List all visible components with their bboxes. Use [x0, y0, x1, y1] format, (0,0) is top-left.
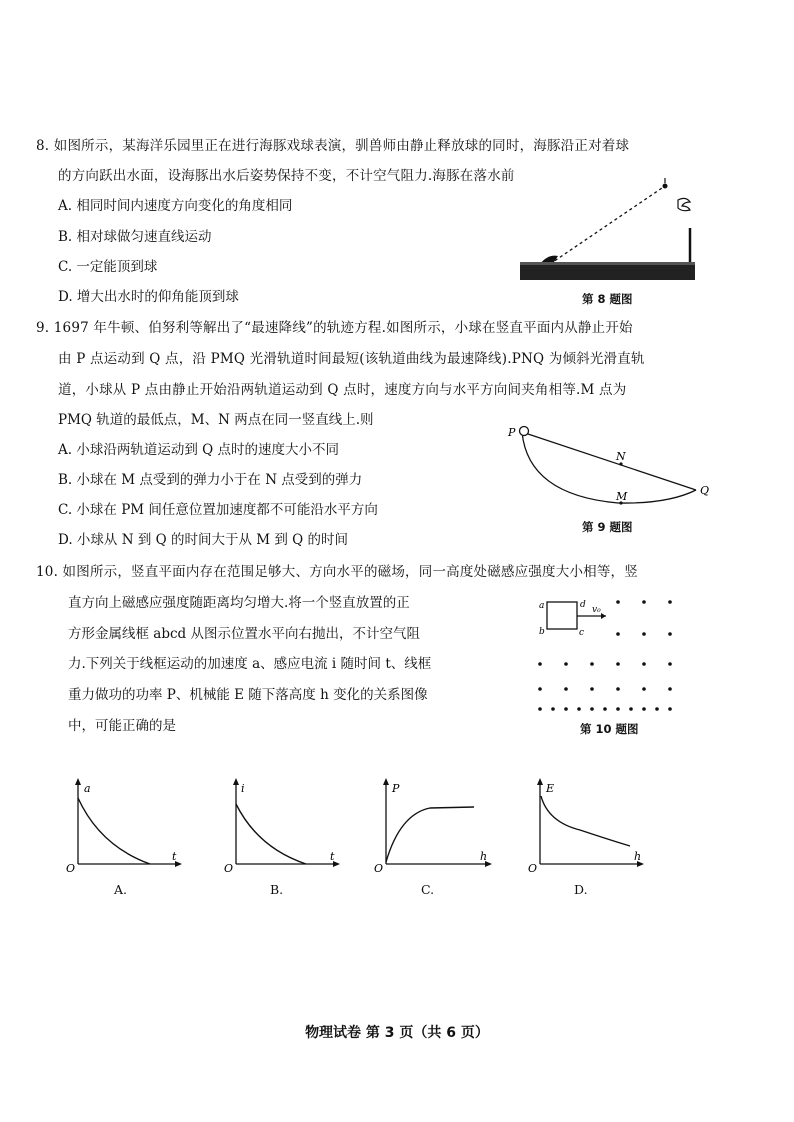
field-dot	[642, 687, 646, 691]
q8-option-d: D. 增大出水时的仰角能顶到球	[58, 289, 239, 305]
q9-figure	[508, 420, 718, 520]
field-dot	[629, 707, 633, 711]
graph-d-option: D.	[574, 882, 588, 897]
field-dot	[668, 687, 672, 691]
field-dot	[668, 632, 672, 636]
q9-option-b: B. 小球在 M 点受到的弹力小于在 N 点受到的弹力	[58, 472, 363, 488]
label-a: a	[539, 601, 545, 611]
q8-figure	[520, 178, 720, 288]
magnetic-field-dots	[538, 600, 672, 711]
graph-c-option: C.	[421, 882, 435, 897]
field-dot	[616, 707, 620, 711]
label-d: d	[580, 600, 586, 610]
q9-option-a: A. 小球沿两轨道运动到 Q 点时的速度大小不同	[58, 442, 339, 458]
label-q: Q	[700, 484, 710, 497]
graph-b-xlabel: t	[330, 850, 335, 863]
field-dot	[577, 707, 581, 711]
q8-option-a: A. 相同时间内速度方向变化的角度相同	[58, 198, 293, 214]
q9-line1: 9. 1697 年牛顿、伯努利等解出了“最速降线”的轨迹方程.如图所示，小球在竖直平面内从静止开始	[36, 320, 633, 336]
graph-a-ylabel: a	[84, 782, 91, 795]
field-dot	[642, 600, 646, 604]
field-dot	[538, 707, 542, 711]
field-dot	[616, 600, 620, 604]
graph-d-ylabel: E	[546, 782, 555, 795]
graph-c	[374, 778, 492, 875]
q9-option-c: C. 小球在 PM 间任意位置加速度都不可能沿水平方向	[58, 502, 378, 518]
q10-line2: 直方向上磁感应强度随距离均匀增大.将一个竖直放置的正	[68, 595, 410, 611]
field-dot	[603, 707, 607, 711]
graph-a	[66, 778, 182, 875]
q10-line4: 力.下列关于线框运动的加速度 a、感应电流 i 随时间 t、线框	[68, 656, 432, 672]
q10-answer-graphs	[60, 774, 740, 874]
field-dot	[642, 632, 646, 636]
field-dot	[642, 662, 646, 666]
q10-line3: 方形金属线框 abcd 从图示位置水平向右抛出，不计空气阻	[68, 626, 420, 642]
field-dot	[616, 662, 620, 666]
graph-d	[528, 778, 644, 875]
field-dot	[616, 632, 620, 636]
field-dot	[668, 707, 672, 711]
q8-option-b: B. 相对球做匀速直线运动	[58, 229, 212, 245]
q8-line2: 的方向跃出水面，设海豚出水后姿势保持不变，不计空气阻力.海豚在落水前	[58, 168, 515, 184]
q9-line4: PMQ 轨道的最低点，M、N 两点在同一竖直线上.则	[58, 412, 374, 428]
graph-c-ylabel: P	[392, 782, 400, 795]
q9-figure-caption: 第 9 题图	[582, 520, 633, 534]
q10-line5: 重力做功的功率 P、机械能 E 随下落高度 h 变化的关系图像	[68, 687, 428, 703]
field-dot	[564, 707, 568, 711]
graph-c-origin: O	[374, 862, 384, 875]
q10-figure-caption: 第 10 题图	[580, 722, 639, 736]
q10-line6: 中，可能正确的是	[68, 718, 176, 734]
field-dot	[642, 707, 646, 711]
label-v0: v₀	[592, 605, 601, 615]
field-dot	[538, 662, 542, 666]
label-m: M	[616, 490, 628, 503]
graph-d-origin: O	[528, 862, 538, 875]
q9-option-d: D. 小球从 N 到 Q 的时间大于从 M 到 Q 的时间	[58, 532, 349, 548]
page-footer: 物理试卷 第 3 页（共 6 页）	[305, 1025, 489, 1041]
graph-a-option: A.	[114, 882, 128, 897]
q8-option-c: C. 一定能顶到球	[58, 259, 158, 275]
field-dot	[668, 662, 672, 666]
graph-c-xlabel: h	[480, 850, 488, 863]
field-dot	[590, 707, 594, 711]
field-dot	[564, 662, 568, 666]
field-dot	[590, 662, 594, 666]
field-dot	[655, 707, 659, 711]
field-dot	[616, 687, 620, 691]
field-dot	[538, 687, 542, 691]
q9-line3: 道，小球从 P 点由静止开始沿两轨道运动到 Q 点时，速度方向与水平方向间夹角相等.M 点为	[58, 382, 627, 398]
label-c: c	[579, 628, 585, 638]
graph-d-xlabel: h	[634, 850, 642, 863]
q9-line2: 由 P 点运动到 Q 点，沿 PMQ 光滑轨道时间最短(该轨道曲线为最速降线).PNQ 为倾斜光滑直轨	[58, 351, 645, 367]
graph-b-ylabel: i	[241, 782, 245, 795]
label-n: N	[616, 450, 626, 463]
field-dot	[590, 687, 594, 691]
label-b: b	[539, 627, 545, 637]
label-p: P	[508, 426, 516, 439]
field-dot	[551, 707, 555, 711]
q10-figure	[530, 592, 700, 722]
graph-a-xlabel: t	[172, 850, 177, 863]
field-dot	[668, 600, 672, 604]
q10-line1: 10. 如图所示，竖直平面内存在范围足够大、方向水平的磁场，同一高度处磁感应强度大小相等，竖	[36, 564, 638, 580]
q8-figure-caption: 第 8 题图	[582, 292, 633, 306]
field-dot	[564, 687, 568, 691]
graph-b-option: B.	[270, 882, 284, 897]
graph-a-origin: O	[66, 862, 76, 875]
graph-b	[224, 778, 340, 875]
q8-line1: 8. 如图所示，某海洋乐园里正在进行海豚戏球表演，驯兽师由静止释放球的同时，海豚沿正对着球	[36, 138, 630, 154]
graph-b-origin: O	[224, 862, 234, 875]
